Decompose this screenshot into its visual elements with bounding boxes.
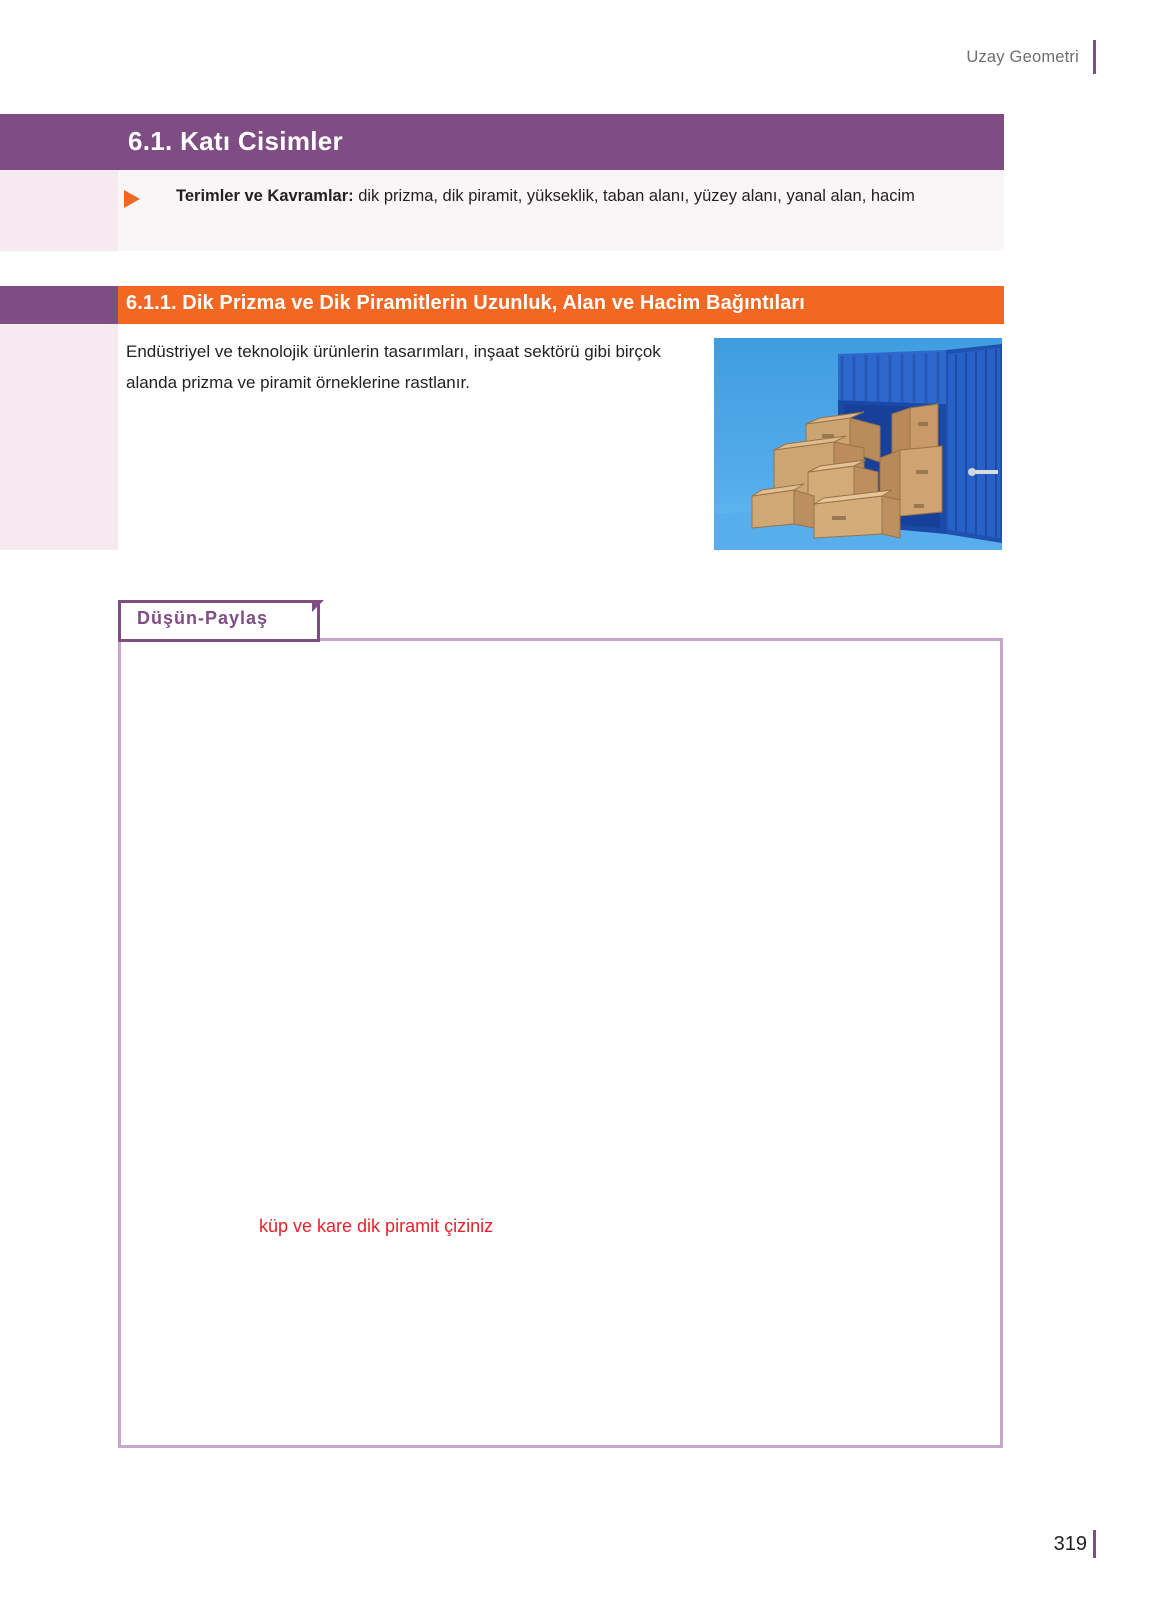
terms-text <box>176 182 988 210</box>
triangle-right-icon <box>124 190 140 208</box>
page-number <box>1054 1530 1096 1558</box>
activity-tab-label: Düşün-Paylaş <box>137 608 269 628</box>
subsection-title: 6.1.1. Dik Prizma ve Dik Piramitlerin Uzunluk, Alan ve Hacim Bağıntıları <box>126 292 805 314</box>
intro-left-margin <box>0 324 118 550</box>
subsection-band-left <box>0 286 118 324</box>
intro-paragraph: Endüstriyel ve teknolojik ürünlerin tasarımları, inşaat sektörü gibi birçok alanda prizma ve piramit örneklerine rastlanır. <box>126 342 661 392</box>
activity-tab-fold <box>312 600 324 612</box>
running-head-rule <box>1093 40 1096 74</box>
running-head-text: Uzay Geometri <box>966 47 1079 66</box>
terms-list: dik prizma, dik piramit, yükseklik, taban alanı, yüzey alanı, yanal alan, hacim <box>353 187 915 205</box>
page-title: 6.1. Katı Cisimler <box>128 126 343 156</box>
terms-label: Terimler ve Kavramlar: <box>176 187 354 205</box>
terms-left-margin <box>0 170 118 251</box>
running-head <box>966 40 1096 74</box>
shipping-container-photo <box>714 338 1002 550</box>
page-number-rule <box>1093 1530 1096 1558</box>
grid-answer-text: küp ve kare dik piramit çiziniz <box>259 1216 494 1236</box>
activity-panel <box>118 638 1003 1448</box>
page-number-text: 319 <box>1053 1532 1087 1555</box>
